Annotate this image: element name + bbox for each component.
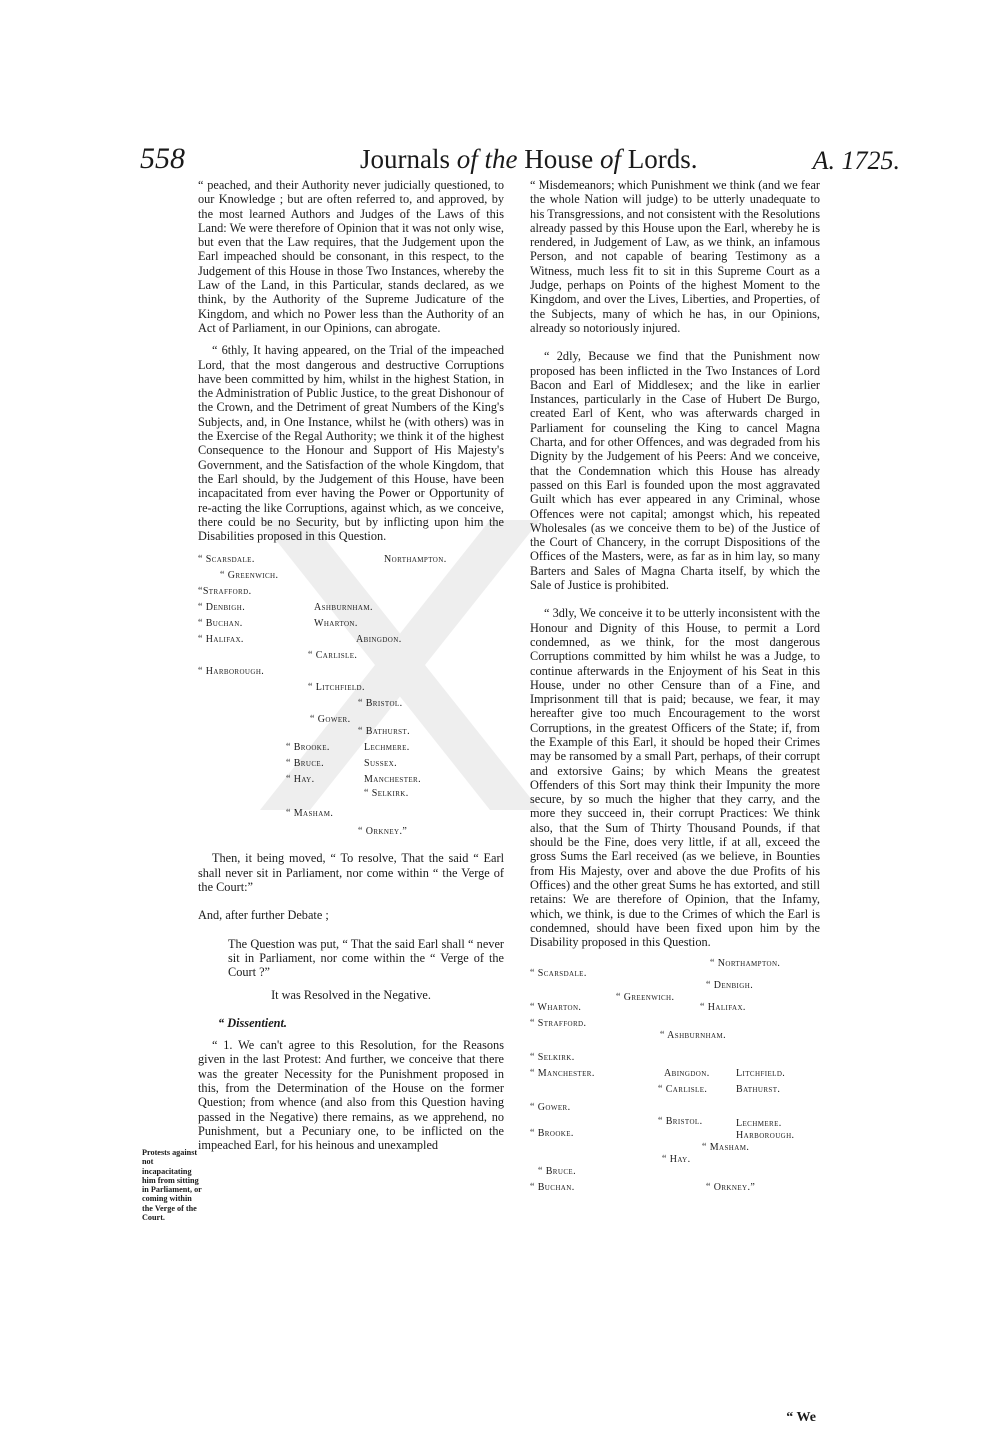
- signatory: Ashburnham.: [314, 602, 373, 614]
- signatory: “ Bristol.: [658, 1116, 703, 1128]
- running-title: [360, 144, 698, 175]
- signatory: “ Buchan.: [530, 1182, 575, 1194]
- title-part: of: [600, 144, 622, 174]
- signatory: “ Halifax.: [700, 1002, 746, 1014]
- signatory: Abingdon.: [356, 634, 402, 646]
- paragraph: And, after further Debate ;: [198, 908, 329, 923]
- signatory: “ Selkirk.: [364, 788, 409, 800]
- signatory: “ Masham.: [702, 1142, 750, 1154]
- signatory: “ Brooke.: [286, 742, 330, 754]
- signatory: “ Scarsdale.: [530, 968, 587, 980]
- signatory: “ Hay.: [662, 1154, 691, 1166]
- signatory: “ Strafford.: [530, 1018, 587, 1030]
- signatory: “ Hay.: [286, 774, 315, 786]
- signatory: “ Selkirk.: [530, 1052, 575, 1064]
- signatory: “ Halifax.: [198, 634, 244, 646]
- signatory: Abingdon.: [664, 1068, 710, 1080]
- signatories-list: [530, 957, 820, 1194]
- resolution: It was Resolved in the Negative.: [271, 987, 431, 1002]
- signatory: Sussex.: [364, 758, 398, 770]
- signatory: “ Bristol.: [358, 698, 403, 710]
- signatory: Lechmere.: [364, 742, 410, 754]
- signatory: “ Ashburnham.: [660, 1030, 727, 1042]
- signatory: “ Orkney.”: [358, 826, 408, 838]
- paragraph: Then, it being moved, “ To resolve, That the said “ Earl shall never sit in Parliament, nor come within “ the Verge of the Court:”: [198, 851, 504, 895]
- dissent-heading: “ Dissentient.: [218, 1015, 288, 1030]
- paragraph: “ 2dly, Because we find that the Punishment now proposed has been inflicted in the Two Instances of Lord Bacon and Earl of Middlesex; and the like in earlier Instances, particularly in the Case of Hubert De Burgo, created Earl of Kent, who was afterwards charged in Parliament for counseling the King to cancel Magna Charta, and for other Offences, and was degraded from his Dignity by the Judgement of his Peers: And we conceive, that the Condemnation which this House has already passed on this Earl is founded upon the most aggravated Guilt which has ever appeared in any Criminal, whose Offences were not capital; amongst which, his repeated Wholesales (as we conceive them to be) of the Justice of the Court of Chancery, in the corrupt Dispositions of the Offices of the Masters, were, as far as in him lay, so many Barters and Sales of Magna Charta itself, by which the Sale of Justice is prohibited.: [530, 349, 820, 593]
- signatory: “ Gower.: [310, 714, 351, 726]
- catchword: “ We: [786, 1410, 816, 1425]
- left-column: [198, 178, 504, 1160]
- signatory: “ Orkney.”: [706, 1182, 756, 1194]
- paragraph: “ 3dly, We conceive it to be utterly inconsistent with the Honour and Dignity of this House, to permit a Lord condemned, as we think, for the most dangerous Corruptions committed by him whilst he was a Judge, to continue afterwards in the Enjoyment of his Seat in this House, under no other Censure than of a Fine, and Imprisonment till that is paid; because, we fear, it may hereafter give too much Encouragement to the worst Corruptions, in the greatest Officers of the State; if, from the Example of this Earl, it should be hoped their Crimes may be ransomed by a small Part, perhaps, of their corrupt and extorsive Gains; by which Means the greatest Offenders of this Sort may think their Impunity the more secure, by so much the higher that they carry, and the more they succeed in, their corrupt Practices: We think also, that the Sum of Thirty Thousand Pounds, if that should be the Fine, does very little, if at all, exceed the gross Sums the Earl received (as we believe, in Bounties from His Majesty, over and above the due Profits of his Offices) and the other great Sums he has extorted, and still retains: We are therefore of Opinion, that the Infamy, which, we think, is due to the Crimes of which the Earl is condemned, should have been fixed upon him by the Disability proposed in this Question.: [530, 606, 820, 950]
- signatory: “ Gower.: [530, 1102, 571, 1114]
- signatory: “ Bruce.: [286, 758, 324, 770]
- signatory: Lechmere.: [736, 1118, 782, 1130]
- title-part: Lords.: [621, 144, 698, 174]
- signatory: “ Carlisle.: [658, 1084, 708, 1096]
- signatory: Litchfield.: [736, 1068, 786, 1080]
- signatories-list: [198, 553, 504, 838]
- paragraph: The Question was put, “ That the said Earl shall “ never sit in Parliament, nor come within the “ Verge of the Court ?”: [228, 936, 504, 980]
- signatory: “ Denbigh.: [198, 602, 246, 614]
- signatory: “ Denbigh.: [706, 980, 754, 992]
- signatory: Manchester.: [364, 774, 422, 786]
- paragraph: “ Misdemeanors; which Punishment we think (and we fear the whole Nation will judge) to be utterly unadequate to his Transgressions, and not consistent with the Resolutions already passed by this House upon the Earl, whereby he is rendered, in Judgement of Law, as we think, an infamous Person, and not capable of bearing Testimony as a Witness, much less fit to sit in this Supreme Court as a Judge, perhaps on Points of the highest Moment to the Kingdom, and over the Lives, Liberties, and Properties, of the Subjects, many of which he has, in our Opinions, already so notoriously injured.: [530, 178, 820, 335]
- signatory: “ Scarsdale.: [198, 554, 255, 566]
- page-number: 558: [140, 142, 185, 175]
- right-column: [530, 178, 820, 1194]
- signatory: “ Carlisle.: [308, 650, 358, 662]
- signatory: “ Harborough.: [198, 666, 265, 678]
- signatory: “ Greenwich.: [220, 570, 279, 582]
- paragraph: “ peached, and their Authority never judicially questioned, to our Knowledge ; but are often referred to, and approved, by the most learned Authors and Judges of the Laws of this Land: We were therefore of Opinion that it was not only wise, but even that the Law requires, that the Judgement upon the Earl impeached should be consonant, in this respect, to the Judgement of this House in those Two Instances, whereby the Law of the Land, in this Particular, stands declared, as we think, by the Authority of the Supreme Judicature of the Kingdom, and which no Power less than the Authority of an Act of Parliament, in our Opinions, can abrogate.: [198, 178, 504, 335]
- title-part: House: [517, 144, 600, 174]
- signatory: Northampton.: [384, 554, 447, 566]
- signatory: “ Litchfield.: [308, 682, 365, 694]
- paragraph: “ 6thly, It having appeared, on the Trial of the impeached Lord, that the most dangerous and destructive Corruptions have been committed by him, whilst in the highest Station, in the Administration of Public Justice, to the great Dishonour of the Crown, and the Detriment of great Numbers of the King's Subjects, and, in One Instance, whilst he (with others) was in the Exercise of the Regal Authority; we think it of the highest Consequence to the Honour and Support of His Majesty's Government, and the Satisfaction of the whole Kingdom, that the Earl should, by the Judgement of this House, have been incapacitated from ever having the Power or Opportunity of re-acting the like Corruptions, against which, as we conceive, there could be no Security, but by inflicting upon him the Disabilities proposed in this Question.: [198, 343, 505, 544]
- signatory: “Strafford.: [198, 586, 252, 598]
- year: A. 1725.: [812, 146, 900, 175]
- page-header: [140, 142, 900, 182]
- signatory: “ Masham.: [286, 808, 334, 820]
- signatory: “ Bruce.: [538, 1166, 576, 1178]
- signatory: “ Northampton.: [710, 958, 781, 970]
- paragraph: “ 1. We can't agree to this Resolution, for the Reasons given in the last Protest: And further, we conceive that there was the greater Necessity for the Punishment proposed in this, from the Determination of the House on the former Question; from whence (and also from this Question having passed in the Negative) there remains, as we apprehend, no Punishment, but a Pecuniary one, to be inflicted on the impeached Earl, for his heinous and unexampled: [198, 1038, 504, 1153]
- title-part: Journals: [360, 144, 457, 174]
- signatory: Harborough.: [736, 1130, 795, 1142]
- signatory: “ Brooke.: [530, 1128, 574, 1140]
- signatory: “ Wharton.: [530, 1002, 582, 1014]
- signatory: Bathurst.: [736, 1084, 781, 1096]
- signatory: “ Greenwich.: [616, 992, 675, 1004]
- margin-note: Protests against not incapacitating him from sitting in Parliament, or coming within the Verge of the Court.: [142, 1148, 202, 1223]
- signatory: “ Manchester.: [530, 1068, 595, 1080]
- signatory: “ Bathurst.: [358, 726, 411, 738]
- signatory: Wharton.: [314, 618, 358, 630]
- signatory: “ Buchan.: [198, 618, 243, 630]
- title-part: of the: [456, 144, 518, 174]
